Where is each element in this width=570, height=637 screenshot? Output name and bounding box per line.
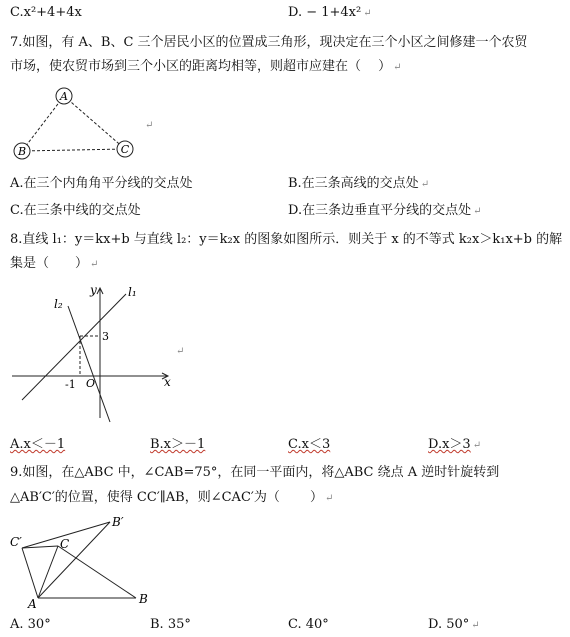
q7-triangle-figure: [8, 85, 168, 165]
q8-label-3: 3: [102, 330, 109, 343]
q9-label-b: B: [139, 592, 148, 606]
q8-graph-figure: [8, 280, 183, 430]
q7-text-line2: 市场，使农贸市场到三个小区的距离均相等，则超市应建在（ ） ↵: [10, 59, 402, 74]
q9-option-d[interactable]: D. 50° ↵: [428, 617, 480, 632]
q8-label-x: x: [164, 375, 171, 389]
return-mark: ↵: [145, 120, 154, 131]
q8-option-b[interactable]: B.x＞－1: [150, 437, 206, 452]
q9-text-line1: 9.如图，在△ABC 中，∠CAB=75°，在同一平面内，将△ABC 绕点 A 逆时针旋转到: [10, 465, 500, 480]
q8-option-d[interactable]: D.x＞3 ↵: [428, 437, 482, 452]
q8-label-l1: l₁: [128, 285, 137, 299]
q9-label-a: A: [28, 597, 37, 611]
q7-option-b[interactable]: B.在三条高线的交点处 ↵: [288, 176, 430, 191]
q7-option-a[interactable]: A.在三个内角角平分线的交点处: [10, 176, 193, 191]
q8-label-neg1: -1: [65, 378, 76, 391]
q9-text-line2: △AB′C′的位置，使得 CC′∥AB，则∠CAC′为（ ） ↵: [10, 490, 334, 505]
q9-label-c: C: [60, 537, 70, 551]
q7-option-c[interactable]: C.在三条中线的交点处: [10, 203, 141, 218]
q8-label-origin: O: [86, 377, 96, 390]
q9-option-b[interactable]: B. 35°: [150, 617, 191, 632]
q7-label-a: A: [60, 90, 68, 103]
q9-option-a[interactable]: A. 30°: [10, 617, 51, 632]
q7-label-b: B: [17, 145, 27, 158]
q8-text-line1: 8.直线 l₁：y＝kx+b 与直线 l₂：y＝k₂x 的图象如图所示．则关于 x 的不等式 k₂x＞k₁x+b 的解: [10, 232, 563, 247]
q8-text-line2: 集是（ ） ↵: [10, 256, 99, 271]
q8-label-y: y: [90, 283, 97, 297]
return-mark: ↵: [176, 346, 185, 357]
q7-text-line1: 7.如图，有 A、B、C 三个居民小区的位置成三角形，现决定在三个小区之间修建一个农贸: [10, 35, 528, 50]
option-d-prev: D. − 1+4x² ↵: [288, 5, 372, 20]
q9-label-bp: B′: [112, 515, 124, 529]
option-c-prev: C.x²+4+4x: [10, 5, 82, 20]
q7-option-d[interactable]: D.在三条边垂直平分线的交点处 ↵: [288, 203, 482, 218]
q7-label-c: C: [120, 143, 130, 156]
q9-rotation-figure: [8, 512, 168, 612]
q8-option-a[interactable]: A.x＜－1: [10, 437, 66, 452]
q9-label-cp: C′: [10, 535, 22, 549]
q9-option-c[interactable]: C. 40°: [288, 617, 329, 632]
q8-option-c[interactable]: C.x＜3: [288, 437, 331, 452]
q8-label-l2: l₂: [54, 297, 63, 311]
